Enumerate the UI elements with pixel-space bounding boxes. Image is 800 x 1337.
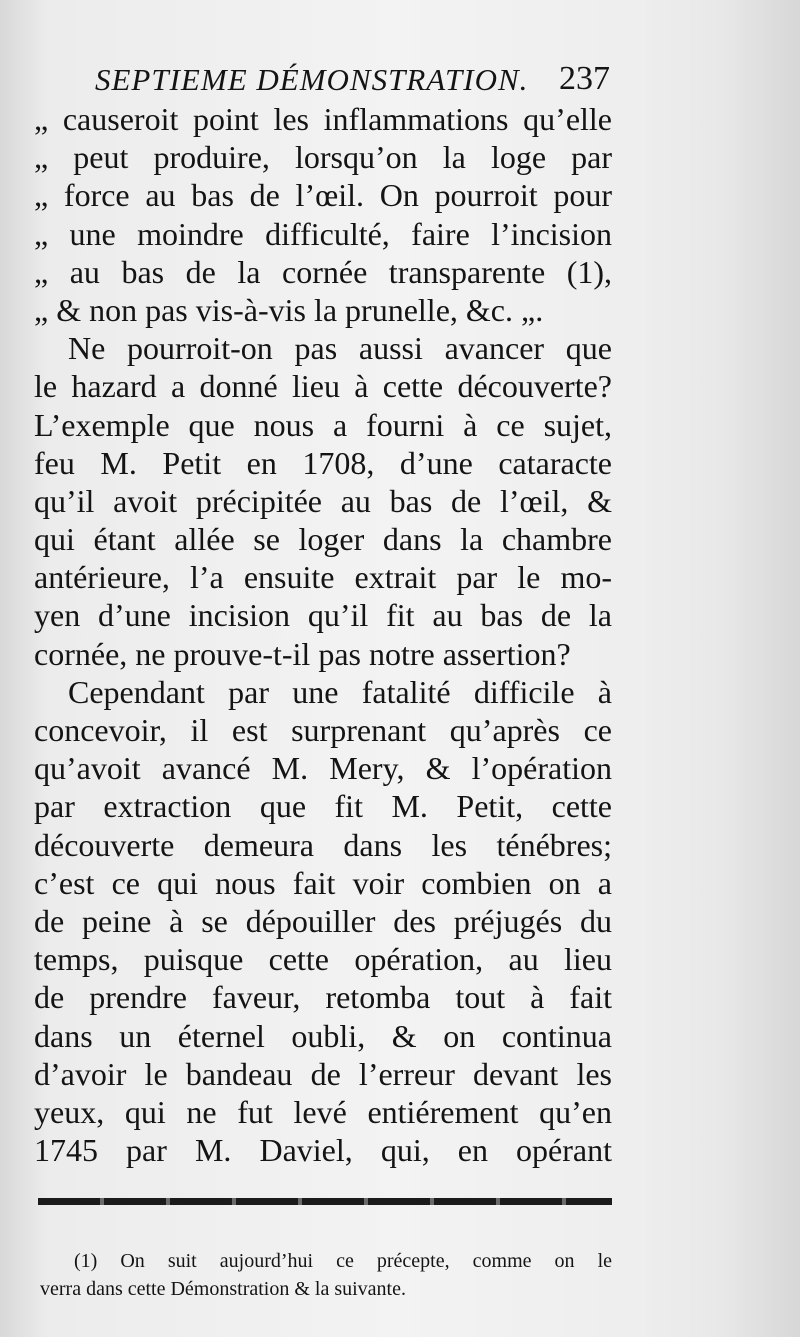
text-line: d’avoir le bandeau de l’erreur devant les xyxy=(34,1055,612,1092)
text-line: qui étant allée se loger dans la chambre xyxy=(34,521,612,558)
text-line: dans un éternel oubli, & on continua xyxy=(34,1017,612,1054)
text-line: L’exemple que nous a fourni à ce sujet, xyxy=(34,406,612,443)
footnote xyxy=(40,1247,612,1303)
text-line: yen d’une incision qu’il fit au bas de la xyxy=(34,597,612,634)
text-line: de peine à se dépouiller des préjugés du xyxy=(34,902,612,939)
footnote-line: verra dans cette Démonstration & la suivante. xyxy=(40,1278,406,1300)
text-line: „ une moindre difficulté, faire l’incision xyxy=(34,215,612,252)
text-line: découverte demeura dans les ténébres; xyxy=(34,826,612,863)
text-line: Ne pourroit-on pas aussi avancer que xyxy=(68,330,612,367)
text-line: „ & non pas vis-à-vis la prunelle, &c. „. xyxy=(34,291,544,328)
text-line: „ causeroit point les inflammations qu’elle xyxy=(34,101,612,137)
text-line: yeux, qui ne fut levé entiérement qu’en xyxy=(34,1093,612,1130)
footnote-line: (1) On suit aujourd’hui ce précepte, comme on le xyxy=(74,1250,612,1272)
text-line: 1745 par M. Daviel, qui, en opérant xyxy=(34,1132,612,1169)
footnote-separator-rule xyxy=(38,1198,612,1205)
text-line: temps, puisque cette opération, au lieu xyxy=(34,941,612,978)
page-number: 237 xyxy=(559,60,610,97)
running-title: SEPTIEME DÉMONSTRATION. xyxy=(95,62,529,97)
text-line: par extraction que fit M. Petit, cette xyxy=(34,788,612,825)
text-line: qu’il avoit précipitée au bas de l’œil, & xyxy=(34,482,612,519)
text-line: qu’avoit avancé M. Mery, & l’opération xyxy=(34,750,612,787)
text-line: antérieure, l’a ensuite extrait par le mo- xyxy=(34,559,612,596)
text-line: „ force au bas de l’œil. On pourroit pour xyxy=(34,177,612,214)
text-line: de prendre faveur, retomba tout à fait xyxy=(34,979,612,1016)
page-edge-shading xyxy=(635,0,800,1337)
body-text xyxy=(34,100,612,1169)
text-line: „ peut produire, lorsqu’on la loge par xyxy=(34,139,612,176)
text-line: feu M. Petit en 1708, d’une cataracte xyxy=(34,444,612,481)
text-line: cornée, ne prouve-t-il pas notre assertion? xyxy=(34,635,571,672)
text-line: le hazard a donné lieu à cette découverte? xyxy=(34,368,612,405)
text-line: concevoir, il est surprenant qu’après ce xyxy=(34,712,612,748)
text-line: „ au bas de la cornée transparente (1), xyxy=(34,253,612,290)
text-line: c’est ce qui nous fait voir combien on a xyxy=(34,864,612,901)
text-line: Cependant par une fatalité difficile à xyxy=(68,673,612,710)
page-header xyxy=(95,58,610,98)
